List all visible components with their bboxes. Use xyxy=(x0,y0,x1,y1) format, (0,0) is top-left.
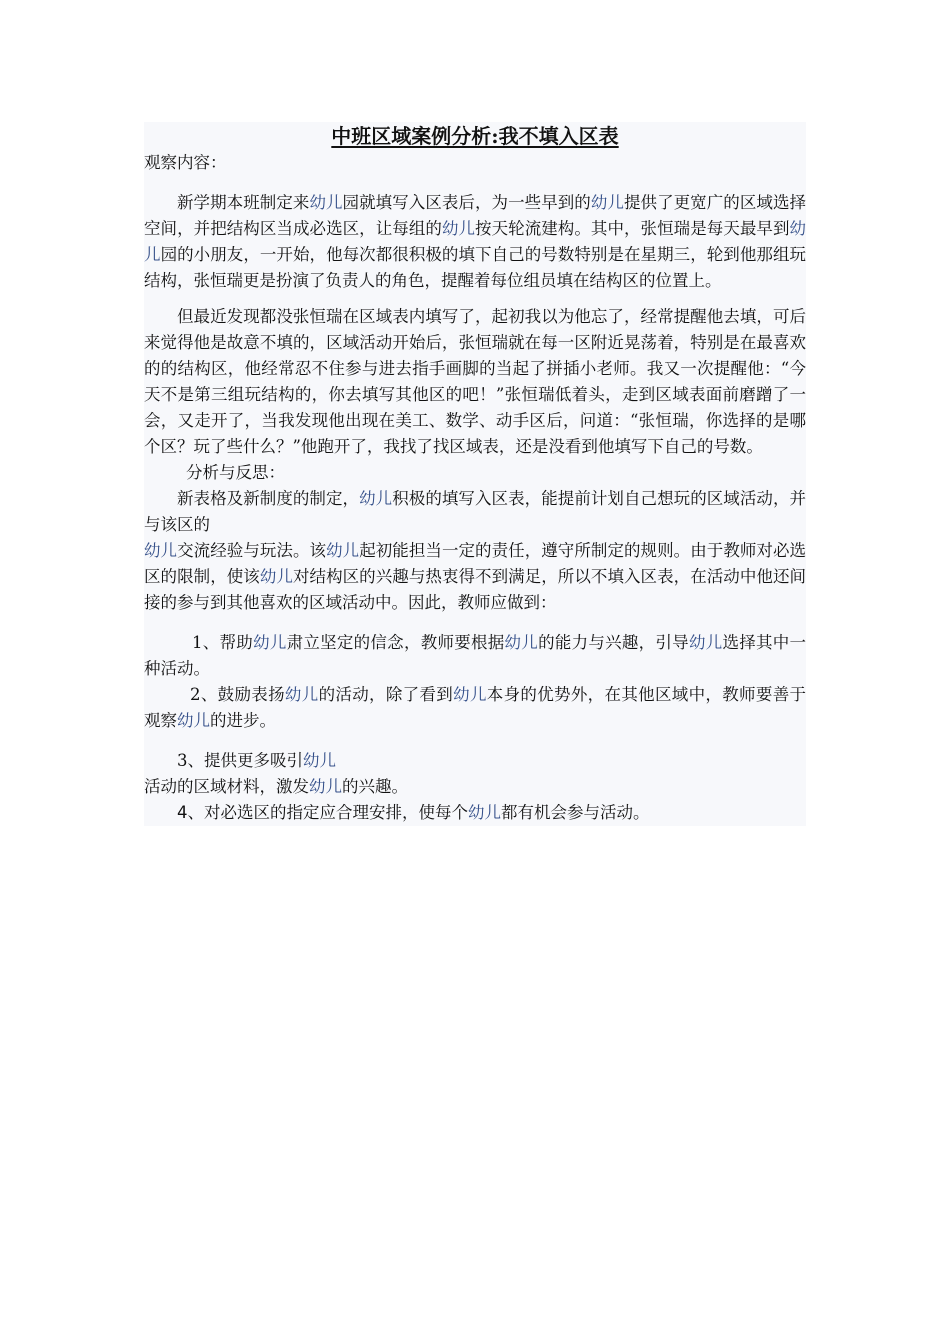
list-item-1: 1、帮助幼儿肃立坚定的信念，教师要根据幼儿的能力与兴趣，引导幼儿选择其中一种活动。 xyxy=(144,633,807,678)
paragraph-analysis-2: 幼儿交流经验与玩法。该幼儿起初能担当一定的责任，遵守所制定的规则。由于教师对必选区的限制，使该幼儿对结构区的兴趣与热衷得不到满足，所以不填入区表，在活动中他还间接的参与到其他喜欢的区域活动中。因此，教师应做到： xyxy=(144,541,807,612)
paragraph-observation-1: 新学期本班制定来幼儿园就填写入区表后，为一些早到的幼儿提供了更宽广的区域选择空间，并把结构区当成必选区，让每组的幼儿按天轮流建构。其中，张恒瑞是每天最早到幼儿园的小朋友，一开始，他每次都很积极的填下自己的号数特别是在星期三，轮到他那组玩结构，张恒瑞更是扮演了负责人的角色，提醒着每位组员填在结构区的位置上。 xyxy=(144,193,807,290)
observe-label: 观察内容： xyxy=(144,153,227,172)
list-item-2: 2、鼓励表扬幼儿的活动，除了看到幼儿本身的优势外，在其他区域中，教师要善于观察幼儿的进步。 xyxy=(144,685,807,730)
list-item-4: 4、对必选区的指定应合理安排，使每个幼儿都有机会参与活动。 xyxy=(177,803,650,822)
paragraph-observation-2: 但最近发现都没张恒瑞在区域表内填写了，起初我以为他忘了，经常提醒他去填，可后来觉得他是故意不填的，区域活动开始后，张恒瑞就在每一区附近晃荡着，特别是在最喜欢的的结构区，他经常忍不住参与进去指手画脚的当起了拼插小老师。我又一次提醒他：“今天不是第三组玩结构的，你去填写其他区的吧！”张恒瑞低着头，走到区域表面前磨蹭了一会，又走开了，当我发现他出现在美工、数学、动手区后，问道：“张恒瑞，你选择的是哪个区？玩了些什么？”他跑开了，我找了找区域表，还是没看到他填写下自己的号数。 xyxy=(144,307,806,456)
analysis-label: 分析与反思： xyxy=(186,463,285,482)
document-body xyxy=(144,122,806,826)
page-title: 中班区域案例分析:我不填入区表 xyxy=(331,124,619,148)
list-item-3-continued: 活动的区域材料，激发幼儿的兴趣。 xyxy=(144,777,408,796)
paragraph-analysis-1: 新表格及新制度的制定，幼儿积极的填写入区表，能提前计划自己想玩的区域活动，并与该区的 xyxy=(144,489,807,534)
list-item-3: 3、提供更多吸引幼儿 xyxy=(177,751,336,770)
